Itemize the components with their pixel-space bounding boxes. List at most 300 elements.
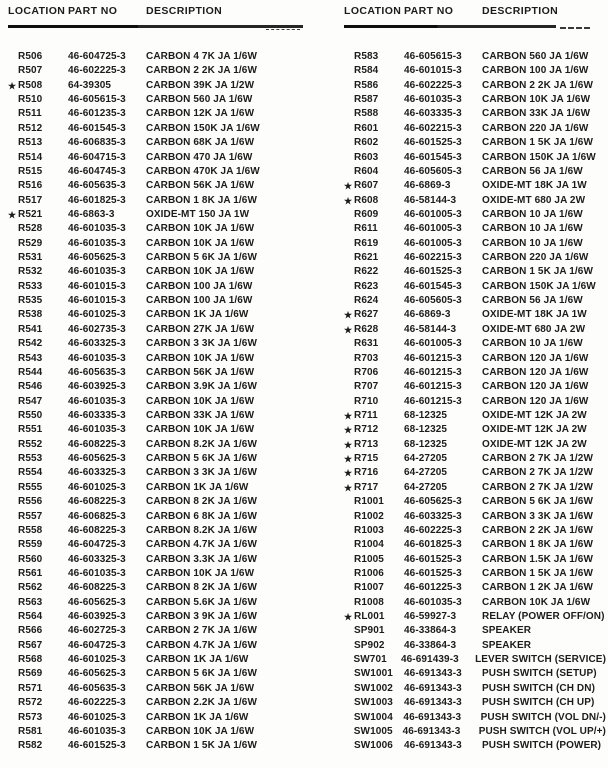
location-cell: R717 (354, 481, 379, 493)
part-no-cell: 46-605605-3 (404, 295, 462, 307)
location-cell: R555 (18, 481, 43, 493)
description-cell: CARBON 5 6K JA 1/6W (146, 453, 257, 465)
location-cell: R510 (18, 94, 43, 106)
description-cell: CARBON 33K JA 1/6W (146, 409, 255, 421)
part-no-cell: 46-601825-3 (68, 194, 126, 206)
description-cell: CARBON 1K JA 1/6W (146, 309, 249, 321)
table-row (344, 151, 606, 165)
table-row (8, 409, 304, 423)
star-spacer (8, 280, 18, 294)
part-no-cell: 46-608225-3 (68, 496, 126, 508)
table-row (344, 136, 606, 150)
header-rule-tail (266, 29, 300, 32)
table-row (8, 610, 304, 624)
location-cell: R706 (354, 366, 379, 378)
part-no-cell: 46-601225-3 (404, 582, 462, 594)
header-rule (344, 25, 556, 28)
location-cell: R508 (18, 79, 43, 91)
star-spacer (344, 294, 354, 308)
description-cell: CARBON 150K JA 1/6W (482, 280, 596, 292)
service-star-icon: ★ (344, 310, 353, 321)
table-row (344, 452, 606, 466)
location-cell: R551 (18, 424, 43, 436)
star-spacer (8, 122, 18, 136)
description-cell: CARBON 10K JA 1/6W (482, 596, 591, 608)
description-cell: CARBON 1 5K JA 1/6W (146, 740, 257, 752)
location-cell: R554 (18, 467, 43, 479)
part-no-cell: 46-58144-3 (404, 323, 457, 335)
table-row (344, 495, 606, 509)
table-row (344, 237, 606, 251)
description-cell: CARBON 3 3K JA 1/6W (482, 510, 593, 522)
location-cell: R557 (18, 510, 43, 522)
description-cell: CARBON 3 3K JA 1/6W (146, 467, 257, 479)
star-spacer (344, 538, 354, 552)
table-row (8, 337, 304, 351)
part-no-cell: 64-39305 (68, 79, 112, 91)
table-row (344, 696, 606, 710)
location-cell: R713 (354, 438, 379, 450)
table-row (8, 667, 304, 681)
star-spacer (8, 151, 18, 165)
table-row (344, 682, 606, 696)
description-cell: PUSH SWITCH (CH UP) (482, 697, 595, 709)
part-no-cell: 46-602225-3 (404, 79, 462, 91)
description-cell: CARBON 560 JA 1/6W (482, 51, 589, 62)
part-no-cell: 46-602225-3 (68, 65, 126, 77)
location-cell: R571 (18, 682, 43, 694)
description-cell: CARBON 6 8K JA 1/6W (146, 510, 257, 522)
description-cell: CARBON 8 2K JA 1/6W (146, 582, 257, 594)
star-spacer (344, 711, 354, 725)
location-cell: R517 (18, 194, 43, 206)
part-no-cell: 46-6863-3 (68, 208, 115, 220)
part-no-cell: 46-601525-3 (68, 740, 126, 752)
description-cell: CARBON 100 JA 1/6W (146, 280, 253, 292)
star-spacer (8, 682, 18, 696)
part-no-cell: 46-602215-3 (404, 122, 462, 134)
description-cell: CARBON 120 JA 1/6W (482, 395, 589, 407)
part-no-cell: 68-12325 (404, 424, 448, 436)
part-no-cell: 68-12325 (404, 409, 448, 421)
description-cell: CARBON 220 JA 1/6W (482, 252, 589, 264)
location-cell: R547 (18, 395, 43, 407)
star-spacer (344, 208, 354, 222)
location-cell: R621 (354, 252, 379, 264)
table-row (344, 337, 606, 351)
location-cell: R715 (354, 453, 379, 465)
location-cell: R573 (18, 711, 43, 723)
part-no-cell: 46-601015-3 (68, 295, 126, 307)
location-cell: R628 (354, 323, 379, 335)
part-no-cell: 46-601025-3 (68, 654, 126, 666)
description-cell: CARBON 10K JA 1/6W (146, 725, 255, 737)
description-cell: LEVER SWITCH (SERVICE) (475, 654, 606, 666)
service-star-icon: ★ (344, 195, 353, 206)
location-cell: R538 (18, 309, 43, 321)
star-spacer (344, 567, 354, 581)
table-row (8, 510, 304, 524)
part-no-cell: 46-691343-3 (402, 725, 461, 737)
part-no-cell: 46-601035-3 (68, 725, 126, 737)
location-cell: R567 (18, 639, 43, 651)
description-cell: CARBON 2 7K JA 1/2W (482, 467, 593, 479)
location-cell: R609 (354, 208, 379, 220)
part-no-cell: 46-59927-3 (404, 611, 457, 623)
table-rows (344, 50, 606, 754)
table-row (344, 639, 606, 653)
service-star-icon: ★ (344, 454, 353, 465)
location-cell: SP902 (354, 639, 385, 651)
part-no-cell: 46-603325-3 (68, 338, 126, 350)
star-spacer (8, 136, 18, 150)
description-cell: CARBON 5.6K JA 1/6W (146, 596, 257, 608)
location-cell: SW701 (353, 654, 387, 666)
part-no-cell: 46-691343-3 (404, 740, 462, 752)
description-cell: CARBON 3 9K JA 1/6W (146, 611, 257, 623)
part-no-cell: 46-601005-3 (404, 208, 462, 220)
star-spacer (8, 495, 18, 509)
header-description: DESCRIPTION (146, 5, 223, 17)
part-no-cell: 46-602215-3 (404, 252, 462, 264)
table-row (8, 323, 304, 337)
table-row (344, 194, 606, 208)
part-no-cell: 46-601005-3 (404, 338, 462, 350)
description-cell: SPEAKER (482, 625, 532, 637)
location-cell: R711 (354, 409, 378, 421)
star-spacer (344, 136, 354, 150)
description-cell: CARBON 2 2K JA 1/6W (482, 79, 593, 91)
star-spacer (8, 739, 18, 753)
location-cell: R559 (18, 539, 43, 551)
location-cell: R506 (18, 51, 43, 62)
service-star-icon: ★ (344, 612, 353, 623)
part-no-cell: 46-601035-3 (68, 352, 126, 364)
star-spacer (8, 438, 18, 452)
description-cell: CARBON 10K JA 1/6W (146, 266, 255, 278)
location-cell: SW1006 (354, 740, 393, 752)
part-no-cell: 46-601035-3 (404, 596, 462, 608)
star-spacer (8, 107, 18, 121)
part-no-cell: 46-601525-3 (404, 553, 462, 565)
description-cell: SPEAKER (482, 639, 532, 651)
star-spacer (8, 308, 18, 322)
description-cell: CARBON 1K JA 1/6W (146, 481, 249, 493)
table-row (8, 79, 304, 93)
part-no-cell: 46-691343-3 (403, 711, 462, 723)
star-spacer (8, 50, 18, 64)
table-row (8, 194, 304, 208)
part-no-cell: 46-608225-3 (68, 524, 126, 536)
table-row (8, 725, 304, 739)
description-cell: CARBON 2 7K JA 1/6W (146, 625, 257, 637)
location-cell: R624 (354, 295, 379, 307)
star-spacer (8, 596, 18, 610)
part-no-cell: 46-601545-3 (404, 280, 462, 292)
star-spacer (344, 280, 354, 294)
service-star-icon: ★ (344, 324, 353, 335)
table-row (8, 553, 304, 567)
table-row (344, 711, 606, 725)
service-star-icon: ★ (344, 468, 353, 479)
description-cell: CARBON 2 2K JA 1/6W (482, 524, 593, 536)
part-no-cell: 64-27205 (404, 453, 448, 465)
table-row (344, 308, 606, 322)
table-row (344, 79, 606, 93)
description-cell: PUSH SWITCH (SETUP) (482, 668, 597, 680)
part-no-cell: 46-602225-3 (68, 697, 126, 709)
part-no-cell: 46-601215-3 (404, 366, 462, 378)
part-no-cell: 46-605615-3 (68, 94, 126, 106)
location-cell: RL001 (354, 611, 385, 623)
part-no-cell: 46-601525-3 (404, 266, 462, 278)
location-cell: R561 (18, 567, 43, 579)
location-cell: SW1005 (353, 725, 393, 737)
location-cell: R584 (354, 65, 379, 77)
description-cell: CARBON 120 JA 1/6W (482, 366, 589, 378)
service-star-icon: ★ (8, 209, 17, 220)
part-no-cell: 46-604745-3 (68, 165, 126, 177)
part-no-cell: 46-608225-3 (68, 438, 126, 450)
location-cell: R604 (354, 165, 379, 177)
description-cell: CARBON 2 2K JA 1/6W (146, 65, 257, 77)
star-spacer (344, 596, 354, 610)
description-cell: CARBON 10 JA 1/6W (482, 237, 583, 249)
part-no-cell: 46-605625-3 (68, 668, 126, 680)
location-cell: R516 (18, 180, 43, 192)
star-spacer (8, 423, 18, 437)
description-cell: CARBON 2.2K JA 1/6W (146, 697, 257, 709)
location-cell: R587 (354, 94, 379, 106)
description-cell: CARBON 4.7K JA 1/6W (146, 639, 257, 651)
star-spacer (344, 79, 354, 93)
description-cell: CARBON 150K JA 1/6W (146, 122, 260, 134)
header-rule-tail (560, 27, 590, 31)
description-cell: CARBON 10K JA 1/6W (146, 395, 255, 407)
description-cell: CARBON 39K JA 1/2W (146, 79, 255, 91)
part-no-cell: 46-603335-3 (404, 108, 462, 120)
description-cell: CARBON 1K JA 1/6W (146, 711, 249, 723)
table-row (344, 596, 606, 610)
part-no-cell: 46-691343-3 (404, 697, 462, 709)
description-cell: CARBON 68K JA 1/6W (146, 137, 255, 149)
star-spacer (8, 452, 18, 466)
part-no-cell: 46-6869-3 (404, 309, 451, 321)
table-row (8, 265, 304, 279)
description-cell: CARBON 12K JA 1/6W (146, 108, 255, 120)
part-no-cell: 46-602225-3 (404, 524, 462, 536)
part-no-cell: 64-27205 (404, 467, 448, 479)
location-cell: SW1002 (354, 682, 393, 694)
description-cell: CARBON 8.2K JA 1/6W (146, 438, 257, 450)
table-row (344, 725, 606, 739)
star-spacer (8, 251, 18, 265)
table-row (344, 380, 606, 394)
location-cell: SW1004 (353, 711, 393, 723)
description-cell: OXIDE-MT 680 JA 2W (482, 323, 586, 335)
star-spacer (344, 524, 354, 538)
location-cell: R602 (354, 137, 379, 149)
location-cell: R558 (18, 524, 43, 536)
service-star-icon: ★ (344, 439, 353, 450)
location-cell: R550 (18, 409, 43, 421)
location-cell: R563 (18, 596, 43, 608)
description-cell: CARBON 1 5K JA 1/6W (482, 266, 593, 278)
table-row (8, 64, 304, 78)
description-cell: CARBON 10 JA 1/6W (482, 208, 583, 220)
star-spacer (8, 538, 18, 552)
star-spacer (8, 553, 18, 567)
part-no-cell: 46-605635-3 (68, 180, 126, 192)
star-spacer (344, 380, 354, 394)
description-cell: CARBON 1 5K JA 1/6W (482, 567, 593, 579)
part-no-cell: 46-605615-3 (404, 51, 462, 62)
part-no-cell: 46-601215-3 (404, 352, 462, 364)
table-row (8, 567, 304, 581)
service-star-icon: ★ (344, 181, 353, 192)
table-row (8, 208, 304, 222)
location-cell: R514 (18, 151, 43, 163)
star-spacer (344, 624, 354, 638)
part-no-cell: 46-601035-3 (404, 94, 462, 106)
description-cell: PUSH SWITCH (CH DN) (482, 682, 596, 694)
part-no-cell: 46-604725-3 (68, 639, 126, 651)
star-spacer (344, 696, 354, 710)
column-headers (344, 5, 606, 17)
part-no-cell: 46-604715-3 (68, 151, 126, 163)
header-location: LOCATION (344, 5, 402, 17)
part-no-cell: 46-603325-3 (68, 553, 126, 565)
star-spacer (344, 495, 354, 509)
location-cell: R1003 (354, 524, 384, 536)
description-cell: CARBON 56K JA 1/6W (146, 366, 255, 378)
part-no-cell: 46-603325-3 (404, 510, 462, 522)
location-cell: R532 (18, 266, 43, 278)
table-row (8, 165, 304, 179)
table-row (8, 366, 304, 380)
table-row (344, 538, 606, 552)
part-no-cell: 46-601025-3 (68, 711, 126, 723)
description-cell: CARBON 10K JA 1/6W (146, 223, 255, 235)
location-cell: R513 (18, 137, 43, 149)
table-row (8, 466, 304, 480)
part-no-cell: 46-601015-3 (68, 280, 126, 292)
table-row (8, 696, 304, 710)
star-spacer (8, 179, 18, 193)
part-no-cell: 46-603925-3 (68, 381, 126, 393)
description-cell: CARBON 3.9K JA 1/6W (146, 381, 257, 393)
location-cell: R546 (18, 381, 43, 393)
header-part-no: PART NO (68, 5, 118, 17)
description-cell: CARBON 8.2K JA 1/6W (146, 524, 257, 536)
location-cell: R566 (18, 625, 43, 637)
column-headers (8, 5, 304, 17)
table-row (344, 739, 606, 753)
star-spacer (8, 64, 18, 78)
location-cell: R1007 (354, 582, 384, 594)
location-cell: R553 (18, 453, 43, 465)
part-no-cell: 46-604725-3 (68, 51, 126, 62)
table-row (8, 581, 304, 595)
star-spacer (8, 481, 18, 495)
star-spacer (344, 337, 354, 351)
star-spacer (344, 581, 354, 595)
table-row (344, 352, 606, 366)
description-cell: OXIDE-MT 18K JA 1W (482, 309, 587, 321)
table-row (8, 452, 304, 466)
service-star-icon: ★ (344, 410, 353, 421)
table-row (344, 409, 606, 423)
star-spacer (344, 107, 354, 121)
location-cell: R528 (18, 223, 43, 235)
location-cell: R607 (354, 180, 379, 192)
table-row (8, 151, 304, 165)
table-row (344, 208, 606, 222)
location-cell: R581 (18, 725, 43, 737)
table-row (8, 222, 304, 236)
location-cell: R556 (18, 496, 43, 508)
description-cell: CARBON 56K JA 1/6W (146, 682, 255, 694)
location-cell: R569 (18, 668, 43, 680)
star-spacer (344, 667, 354, 681)
star-spacer (344, 165, 354, 179)
description-cell: CARBON 470K JA 1/6W (146, 165, 260, 177)
star-spacer (344, 251, 354, 265)
location-cell: R622 (354, 266, 379, 278)
location-cell: R568 (18, 654, 43, 666)
description-cell: PUSH SWITCH (VOL DN/-) (480, 711, 606, 723)
star-spacer (344, 222, 354, 236)
star-spacer (344, 265, 354, 279)
part-no-cell: 46-601035-3 (68, 266, 126, 278)
part-no-cell: 46-605605-3 (404, 165, 462, 177)
description-cell: CARBON 150K JA 1/6W (482, 151, 596, 163)
location-cell: R586 (354, 79, 379, 91)
star-spacer (344, 553, 354, 567)
description-cell: RELAY (POWER OFF/ON) (482, 611, 605, 623)
description-cell: OXIDE-MT 680 JA 2W (482, 194, 586, 206)
table-row (344, 179, 606, 193)
description-cell: CARBON 1 8K JA 1/6W (482, 539, 593, 551)
description-cell: CARBON 1K JA 1/6W (146, 654, 249, 666)
star-spacer (344, 64, 354, 78)
location-cell: R712 (354, 424, 379, 436)
description-cell: CARBON 10K JA 1/6W (146, 352, 255, 364)
table-row (8, 352, 304, 366)
part-no-cell: 64-27205 (404, 481, 448, 493)
table-row (344, 294, 606, 308)
header-part-no: PART NO (404, 5, 454, 17)
table-row (8, 438, 304, 452)
location-cell: R535 (18, 295, 43, 307)
table-row (344, 581, 606, 595)
part-no-cell: 46-603325-3 (68, 467, 126, 479)
table-row (8, 711, 304, 725)
table-row (8, 395, 304, 409)
description-cell: CARBON 2 7K JA 1/2W (482, 481, 593, 493)
star-spacer (344, 352, 354, 366)
description-cell: CARBON 100 JA 1/6W (482, 65, 589, 77)
table-row (344, 438, 606, 452)
location-cell: R1002 (354, 510, 384, 522)
table-row (8, 495, 304, 509)
location-cell: R541 (18, 323, 43, 335)
table-row (8, 538, 304, 552)
location-cell: R544 (18, 366, 43, 378)
description-cell: CARBON 1 5K JA 1/6W (482, 137, 593, 149)
location-cell: R531 (18, 252, 43, 264)
table-row (8, 682, 304, 696)
